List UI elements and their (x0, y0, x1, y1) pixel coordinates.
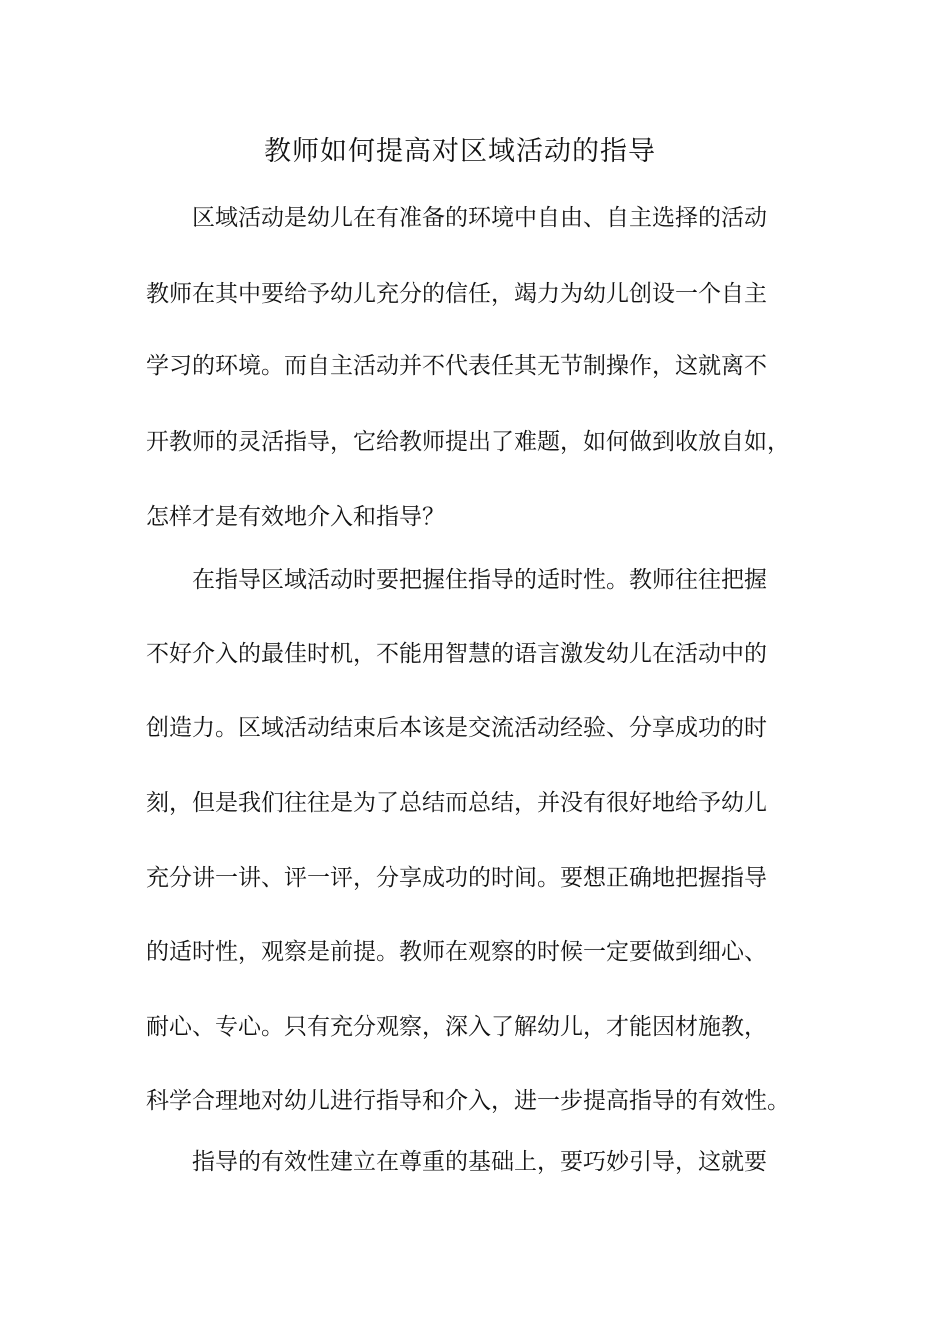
paragraph-line: 科学合理地对幼儿进行指导和介入，进一步提高指导的有效性。 (146, 1088, 790, 1114)
paragraph-line: 怎样才是有效地介入和指导？ (146, 504, 445, 530)
paragraph-line: 教师在其中要给予幼儿充分的信任，竭力为幼儿创设一个自主 (146, 281, 767, 307)
paragraph-line: 充分讲一讲、评一评，分享成功的时间。要想正确地把握指导 (146, 865, 767, 891)
paragraph-line: 创造力。区域活动结束后本该是交流活动经验、分享成功的时 (146, 715, 767, 741)
paragraph-line: 区域活动是幼儿在有准备的环境中自由、自主选择的活动 (192, 205, 767, 231)
paragraph-line: 学习的环境。而自主活动并不代表任其无节制操作，这就离不 (146, 353, 767, 379)
paragraph-line: 刻，但是我们往往是为了总结而总结，并没有很好地给予幼儿 (146, 790, 767, 816)
paragraph-line: 开教师的灵活指导，它给教师提出了难题，如何做到收放自如， (146, 429, 790, 455)
page-title: 教师如何提高对区域活动的指导 (264, 136, 656, 167)
paragraph-line: 在指导区域活动时要把握住指导的适时性。教师往往把握 (192, 567, 767, 593)
paragraph-line: 不好介入的最佳时机，不能用智慧的语言激发幼儿在活动中的 (146, 641, 767, 667)
paragraph-line: 指导的有效性建立在尊重的基础上，要巧妙引导，这就要 (192, 1149, 767, 1175)
paragraph-line: 的适时性，观察是前提。教师在观察的时候一定要做到细心、 (146, 939, 767, 965)
paragraph-line: 耐心、专心。只有充分观察，深入了解幼儿，才能因材施教， (146, 1014, 767, 1040)
